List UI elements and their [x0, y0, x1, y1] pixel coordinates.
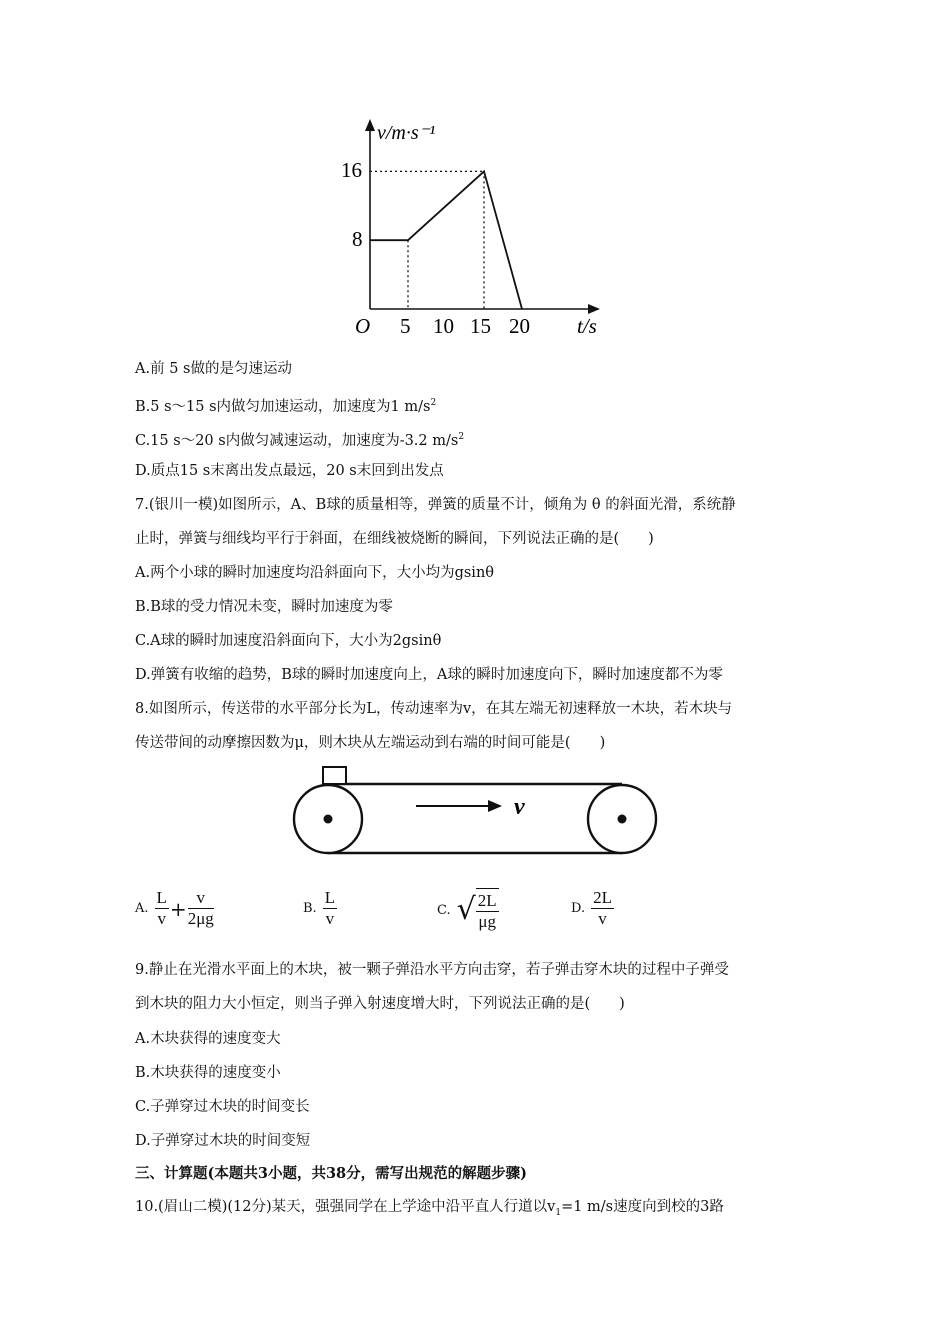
x-axis-arrow [588, 304, 600, 314]
q6-option-b [135, 393, 436, 417]
y-tick-16: 16 [341, 158, 362, 182]
q8-option-c [437, 888, 499, 932]
denominator: 2μg [187, 909, 214, 928]
denominator: v [325, 909, 335, 928]
q8-stem-1: 8.如图所示，传送带的水平部分长为L，传动速率为v，在其左端无初速释放一木块，若木块与 [135, 701, 733, 717]
q6-option-c-sup: 2 [458, 432, 465, 442]
q9-option-c: C.子弹穿过木块的时间变长 [135, 1099, 310, 1115]
fraction-l-over-v [323, 888, 337, 929]
q7-stem-1: 7.(银川一模)如图所示，A、B球的质量相等，弹簧的质量不计，倾角为 θ 的斜面光滑，系统静 [135, 497, 736, 513]
q9-stem-1: 9.静止在光滑水平面上的木块，被一颗子弹沿水平方向击穿，若子弹击穿木块的过程中子弹受 [135, 962, 729, 978]
q9-option-d: D.子弹穿过木块的时间变短 [135, 1133, 311, 1149]
y-axis-arrow [365, 119, 375, 131]
q6-option-a: A.前 5 s做的是匀速运动 [135, 361, 292, 377]
q8-option-b-label: B. [303, 901, 317, 916]
square-root [457, 888, 499, 932]
y-axis-label: v/m·s⁻¹ [377, 122, 436, 144]
denominator: μg [478, 912, 496, 931]
q6-option-b-sup: 2 [430, 398, 437, 408]
q10-subscript: 1 [555, 1207, 562, 1218]
velocity-label: v [514, 794, 525, 820]
q6-option-d: D.质点15 s末离出发点最远，20 s末回到出发点 [135, 463, 444, 479]
q6-option-b-text: B.5 s～15 s内做匀加速运动，加速度为1 m/s [135, 398, 431, 415]
q8-option-a [135, 888, 214, 929]
q10-stem-pre: 10.(眉山二模)(12分)某天，强强同学在上学途中沿平直人行道以v [135, 1199, 556, 1215]
origin-label: O [355, 314, 371, 338]
numerator: 2L [477, 891, 497, 910]
plus-sign: + [169, 896, 187, 921]
radical-sign: √ [456, 892, 476, 927]
q6-option-c-text: C.15 s～20 s内做匀减速运动，加速度为-3.2 m/s [135, 432, 459, 449]
conveyor-belt-figure [290, 762, 660, 862]
denominator: v [157, 909, 166, 928]
velocity-series-line [370, 171, 522, 309]
fraction-2l-over-v [591, 888, 614, 929]
q6-option-c [135, 427, 464, 451]
q10-stem-post: =1 m/s速度向到校的3路 [561, 1199, 724, 1215]
section-3-heading: 三、计算题(本题共3小题，共38分，需写出规范的解题步骤) [135, 1165, 527, 1182]
numerator: L [156, 888, 167, 907]
x-axis-label: t/s [577, 314, 597, 338]
x-tick-15: 15 [470, 314, 491, 338]
denominator: v [598, 909, 607, 928]
numerator: v [188, 888, 214, 909]
q9-option-b: B.木块获得的速度变小 [135, 1065, 281, 1081]
y-tick-8: 8 [352, 227, 363, 251]
fraction-l-over-v [155, 888, 169, 929]
fraction-2l-over-mug [476, 888, 499, 932]
q7-option-d: D.弹簧有收缩的趋势，B球的瞬时加速度向上，A球的瞬时加速度向下，瞬时加速度都不为零 [135, 667, 723, 683]
q10-stem [135, 1197, 724, 1223]
numerator: L [324, 888, 336, 907]
q8-option-d-label: D. [571, 901, 586, 916]
x-tick-10: 10 [433, 314, 454, 338]
q9-option-a: A.木块获得的速度变大 [135, 1031, 281, 1047]
q7-stem-2: 止时，弹簧与细线均平行于斜面，在细线被烧断的瞬间，下列说法正确的是( ) [135, 531, 654, 547]
x-tick-20: 20 [509, 314, 530, 338]
q7-option-c: C.A球的瞬时加速度沿斜面向下，大小为2gsinθ [135, 633, 442, 649]
left-pulley-axle [324, 815, 333, 824]
q7-option-b: B.B球的受力情况未变，瞬时加速度为零 [135, 599, 393, 615]
vt-graph [330, 115, 620, 345]
q7-option-a: A.两个小球的瞬时加速度均沿斜面向下，大小均为gsinθ [135, 565, 495, 581]
q8-option-c-label: C. [437, 902, 451, 918]
q9-stem-2: 到木块的阻力大小恒定，则当子弹入射速度增大时，下列说法正确的是( ) [135, 996, 625, 1012]
numerator: 2L [593, 888, 612, 907]
fraction-v-over-2mug [188, 888, 214, 929]
q8-option-b [303, 888, 337, 929]
q8-option-a-label: A. [135, 901, 149, 916]
velocity-arrowhead [488, 800, 502, 812]
q8-option-d [571, 888, 614, 929]
wood-block [323, 767, 346, 784]
x-tick-5: 5 [400, 314, 411, 338]
q8-stem-2: 传送带间的动摩擦因数为μ，则木块从左端运动到右端的时间可能是( ) [135, 735, 606, 751]
right-pulley-axle [618, 815, 627, 824]
